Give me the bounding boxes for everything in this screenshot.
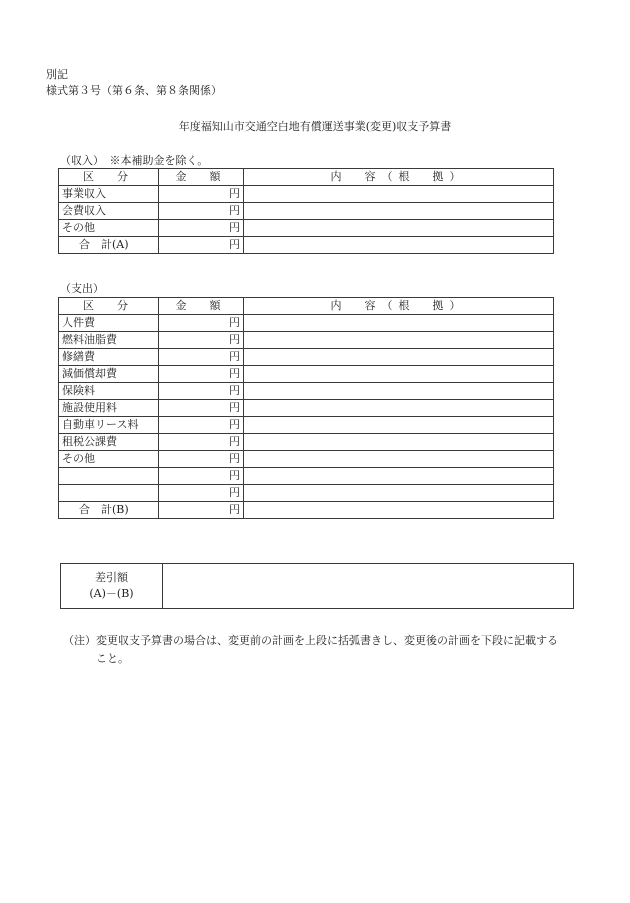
table-row (59, 332, 554, 349)
note-line-1: （注）変更収支予算書の場合は、変更前の計画を上段に括弧書きし、変更後の計画を下段に記載する (63, 634, 558, 647)
details-cell[interactable] (244, 434, 554, 451)
table-row (59, 417, 554, 434)
amount-cell[interactable]: 円 (159, 400, 244, 417)
amount-cell[interactable]: 円 (159, 220, 244, 237)
category-cell: 会費収入 (59, 203, 159, 220)
details-cell[interactable] (244, 237, 554, 254)
category-cell: 施設使用料 (59, 400, 159, 417)
income-section-label: （収入） ※本補助金を除く。 (60, 154, 209, 167)
column-header-amount: 金 額 (159, 169, 244, 186)
details-cell[interactable] (244, 220, 554, 237)
amount-cell[interactable]: 円 (159, 451, 244, 468)
difference-label: 差引額 (95, 571, 128, 584)
amount-cell[interactable]: 円 (159, 434, 244, 451)
amount-cell[interactable]: 円 (159, 349, 244, 366)
category-cell[interactable] (59, 468, 159, 485)
column-header-category: 区 分 (59, 169, 159, 186)
note-text (63, 632, 593, 668)
column-header-details: 内 容（根 拠） (244, 169, 554, 186)
table-row (59, 366, 554, 383)
details-cell[interactable] (244, 400, 554, 417)
category-cell[interactable] (59, 485, 159, 502)
details-cell[interactable] (244, 468, 554, 485)
column-header-category: 区 分 (59, 298, 159, 315)
details-cell[interactable] (244, 203, 554, 220)
table-row (59, 434, 554, 451)
note-line-2: こと。 (96, 652, 129, 665)
column-header-details: 内 容（根 拠） (244, 298, 554, 315)
table-row (59, 203, 554, 220)
total-row (59, 502, 554, 519)
income-table (58, 168, 554, 254)
amount-cell[interactable]: 円 (159, 468, 244, 485)
difference-value-cell[interactable] (164, 564, 573, 608)
category-cell: 事業収入 (59, 186, 159, 203)
amount-cell[interactable]: 円 (159, 332, 244, 349)
table-header-row (59, 169, 554, 186)
details-cell[interactable] (244, 332, 554, 349)
total-label-cell: 合 計(A) (59, 237, 159, 254)
total-row (59, 237, 554, 254)
document-title: 年度福知山市交通空白地有償運送事業(変更)収支予算書 (178, 120, 452, 133)
category-cell: 修繕費 (59, 349, 159, 366)
details-cell[interactable] (244, 383, 554, 400)
difference-formula: (A)－(B) (89, 587, 134, 600)
table-row (59, 220, 554, 237)
expense-table (58, 297, 554, 519)
expense-section-label: （支出） (60, 282, 104, 295)
table-header-row (59, 298, 554, 315)
table-row (59, 451, 554, 468)
attachment-label: 別記 (46, 68, 68, 81)
total-amount-cell[interactable]: 円 (159, 237, 244, 254)
form-number: 様式第３号（第６条、第８条関係） (46, 84, 222, 97)
table-row (59, 315, 554, 332)
category-cell: 保険料 (59, 383, 159, 400)
category-cell: その他 (59, 220, 159, 237)
details-cell[interactable] (244, 485, 554, 502)
amount-cell[interactable]: 円 (159, 383, 244, 400)
total-amount-cell[interactable]: 円 (159, 502, 244, 519)
amount-cell[interactable]: 円 (159, 366, 244, 383)
details-cell[interactable] (244, 366, 554, 383)
table-row (59, 383, 554, 400)
amount-cell[interactable]: 円 (159, 186, 244, 203)
category-cell: 自動車リース料 (59, 417, 159, 434)
details-cell[interactable] (244, 315, 554, 332)
category-cell: 人件費 (59, 315, 159, 332)
table-row (59, 186, 554, 203)
category-cell: その他 (59, 451, 159, 468)
category-cell: 租税公課費 (59, 434, 159, 451)
details-cell[interactable] (244, 502, 554, 519)
details-cell[interactable] (244, 417, 554, 434)
table-row (59, 485, 554, 502)
total-label-cell: 合 計(B) (59, 502, 159, 519)
column-header-amount: 金 額 (159, 298, 244, 315)
amount-cell[interactable]: 円 (159, 417, 244, 434)
category-cell: 燃料油脂費 (59, 332, 159, 349)
table-row (59, 468, 554, 485)
table-row (59, 349, 554, 366)
category-cell: 減価償却費 (59, 366, 159, 383)
table-row (59, 400, 554, 417)
details-cell[interactable] (244, 186, 554, 203)
difference-box (60, 563, 574, 609)
amount-cell[interactable]: 円 (159, 315, 244, 332)
details-cell[interactable] (244, 451, 554, 468)
amount-cell[interactable]: 円 (159, 485, 244, 502)
amount-cell[interactable]: 円 (159, 203, 244, 220)
details-cell[interactable] (244, 349, 554, 366)
difference-label-cell (61, 564, 163, 608)
